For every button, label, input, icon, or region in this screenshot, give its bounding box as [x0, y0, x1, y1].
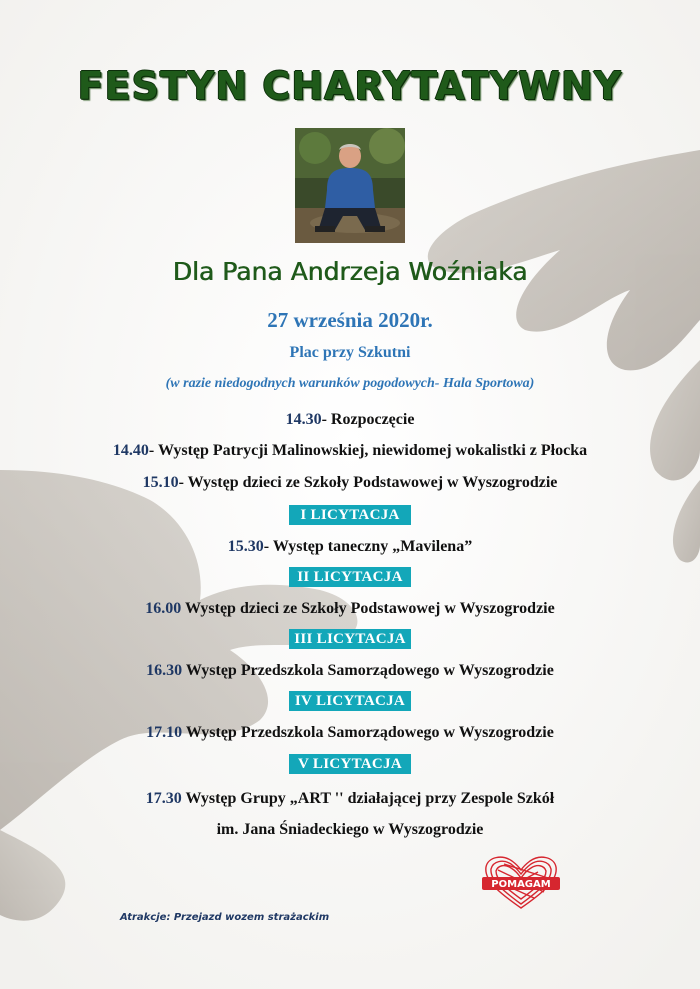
- program-text: - Występ dzieci ze Szkoły Podstawowej w Wyszogrodzie: [178, 474, 558, 491]
- auction-label: I LICYTACJA: [289, 505, 411, 525]
- event-date: 27 września 2020r.: [267, 308, 433, 332]
- program-item: [0, 597, 700, 621]
- program-text: Występ Grupy „ART '' działającej przy Zespole Szkół: [181, 790, 555, 807]
- program-item: [0, 408, 700, 432]
- event-place: Plac przy Szkutni: [289, 344, 411, 361]
- program-item: [0, 787, 700, 811]
- program-text: - Występ taneczny „Mavilena”: [263, 538, 473, 555]
- program-time: 15.30: [227, 538, 264, 555]
- program-time: 17.30: [145, 790, 182, 807]
- program-time: 14.40: [112, 442, 149, 459]
- poster-title: FESTYN CHARYTATYWNY: [77, 64, 623, 108]
- attractions-note: Atrakcje: Przejazd wozem strażackim: [120, 912, 330, 923]
- program-text: Występ Przedszkola Samorządowego w Wyszogrodzie: [182, 724, 554, 741]
- auction-banner: [0, 754, 700, 774]
- auction-label: IV LICYTACJA: [289, 691, 411, 711]
- program-time: 16.30: [146, 662, 183, 679]
- auction-banner: [0, 505, 700, 525]
- program-time: 14.30: [285, 411, 322, 428]
- program-item: [0, 439, 700, 463]
- program-item-continuation: im. Jana Śniadeckiego w Wyszogrodzie: [216, 821, 484, 838]
- program-time: 17.10: [146, 724, 183, 741]
- weather-note: (w razie niedogodnych warunków pogodowych- Hala Sportowa): [165, 376, 535, 391]
- pomagam-heart-logo: [478, 852, 564, 912]
- program-item: [0, 721, 700, 745]
- program-text: Występ dzieci ze Szkoły Podstawowej w Wyszogrodzie: [181, 600, 555, 617]
- auction-banner: [0, 629, 700, 649]
- program-text: - Występ Patrycji Malinowskiej, niewidomej wokalistki z Płocka: [148, 442, 588, 459]
- dedication-subtitle: Dla Pana Andrzeja Woźniaka: [172, 257, 528, 286]
- program-text: Występ Przedszkola Samorządowego w Wyszogrodzie: [182, 662, 554, 679]
- auction-label: III LICYTACJA: [289, 629, 411, 649]
- program-time: 16.00: [145, 600, 182, 617]
- program-time: 15.10: [142, 474, 179, 491]
- portrait-photo: [295, 128, 405, 243]
- program-item: [0, 659, 700, 683]
- program-item: [0, 535, 700, 559]
- auction-label: V LICYTACJA: [289, 754, 411, 774]
- logo-text: POMAGAM: [491, 879, 551, 890]
- auction-banner: [0, 567, 700, 587]
- program-item: [0, 471, 700, 495]
- program-text: - Rozpoczęcie: [321, 411, 415, 428]
- auction-label: II LICYTACJA: [289, 567, 411, 587]
- auction-banner: [0, 691, 700, 711]
